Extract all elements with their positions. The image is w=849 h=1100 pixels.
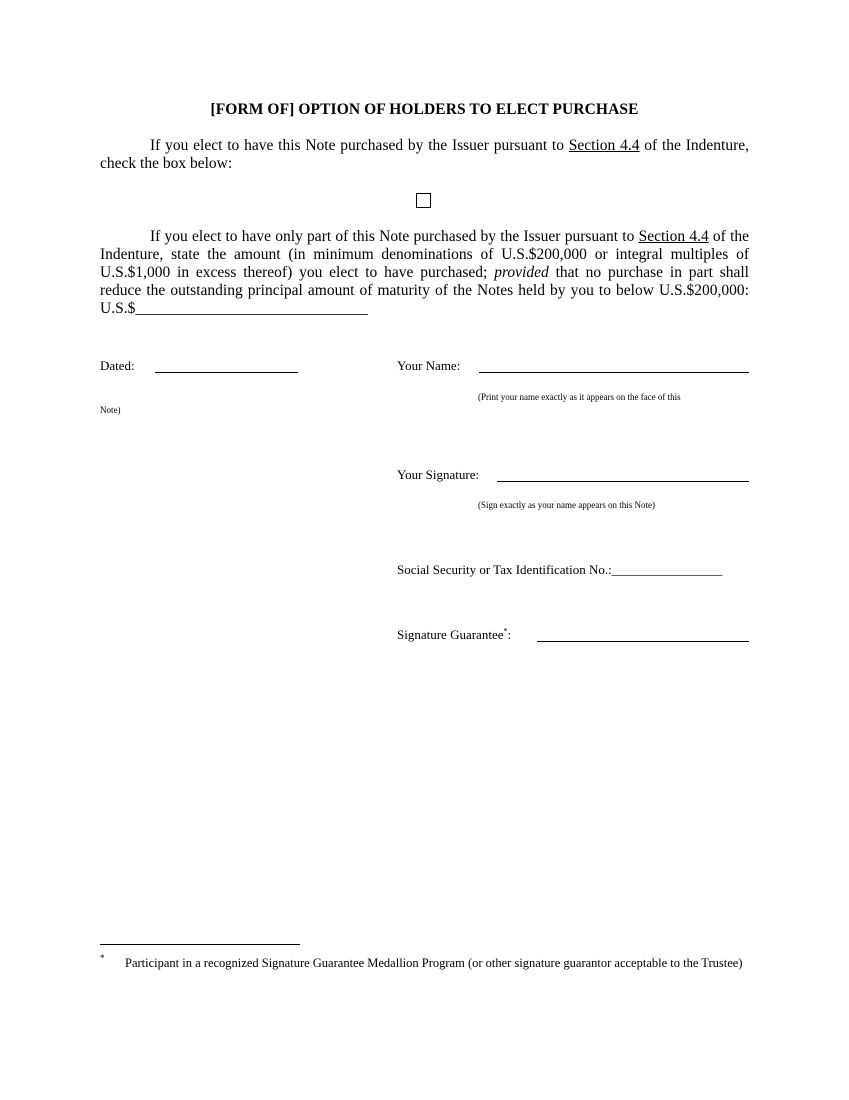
footnote-divider [100, 944, 300, 945]
your-signature-label: Your Signature: [397, 467, 480, 482]
footnote-reference-mark: * [503, 626, 508, 636]
elect-purchase-checkbox[interactable] [416, 193, 431, 208]
footnote-text: Participant in a recognized Signature Guarantee Medallion Program (or other signature guarantor acceptable to the Trustee) [125, 956, 743, 970]
signature-guarantee-label: Signature Guarantee [397, 627, 504, 642]
para2-text-middle: of the Indenture, state the amount (in minimum denominations of U.S.$200,000 or integral multiples of U.S.$1,000 in excess thereof) you elect to have purchased; [100, 228, 750, 281]
para1-text-before: If you elect to have this Note purchased by the Issuer pursuant to [150, 137, 569, 154]
name-instruction-note: (Print your name exactly as it appears on the face of this [478, 392, 681, 402]
your-name-label: Your Name: [397, 358, 461, 373]
para1-text-after: of the Indenture, check the box below: [100, 137, 749, 172]
section-reference-link: Section 4.4 [638, 228, 709, 245]
signature-guarantee-input-line[interactable] [537, 641, 749, 642]
signature-guarantee-colon: : [507, 627, 512, 642]
your-signature-input-line[interactable] [497, 481, 749, 482]
signature-instruction-note: (Sign exactly as your name appears on this Note) [478, 500, 655, 510]
para2-text-before: If you elect to have only part of this Note purchased by the Issuer pursuant to [150, 228, 639, 245]
dated-label: Dated: [100, 358, 135, 373]
name-instruction-note-continued: Note) [100, 405, 121, 415]
your-name-input-line[interactable] [479, 372, 749, 373]
footnote-mark: * [100, 953, 105, 963]
paragraph-partial-purchase [100, 228, 749, 318]
signature-guarantee-label-group [397, 627, 511, 643]
amount-blank-field[interactable]: ______________________________ [135, 300, 368, 317]
paragraph-full-purchase [100, 137, 749, 173]
dated-input-line[interactable] [155, 372, 298, 373]
page-title: [FORM OF] OPTION OF HOLDERS TO ELECT PURCHASE [210, 101, 639, 118]
para2-text-after: that no purchase in part shall reduce the outstanding principal amount of maturity of the Notes held by you to below U.S.$200,000: U.S.$ [100, 264, 749, 317]
tax-id-input-blank[interactable]: _________________ [611, 562, 723, 577]
tax-id-field [397, 562, 722, 578]
tax-id-label: Social Security or Tax Identification No.: [397, 562, 612, 577]
provided-emphasis: provided [494, 264, 549, 281]
section-reference-link: Section 4.4 [568, 137, 640, 154]
